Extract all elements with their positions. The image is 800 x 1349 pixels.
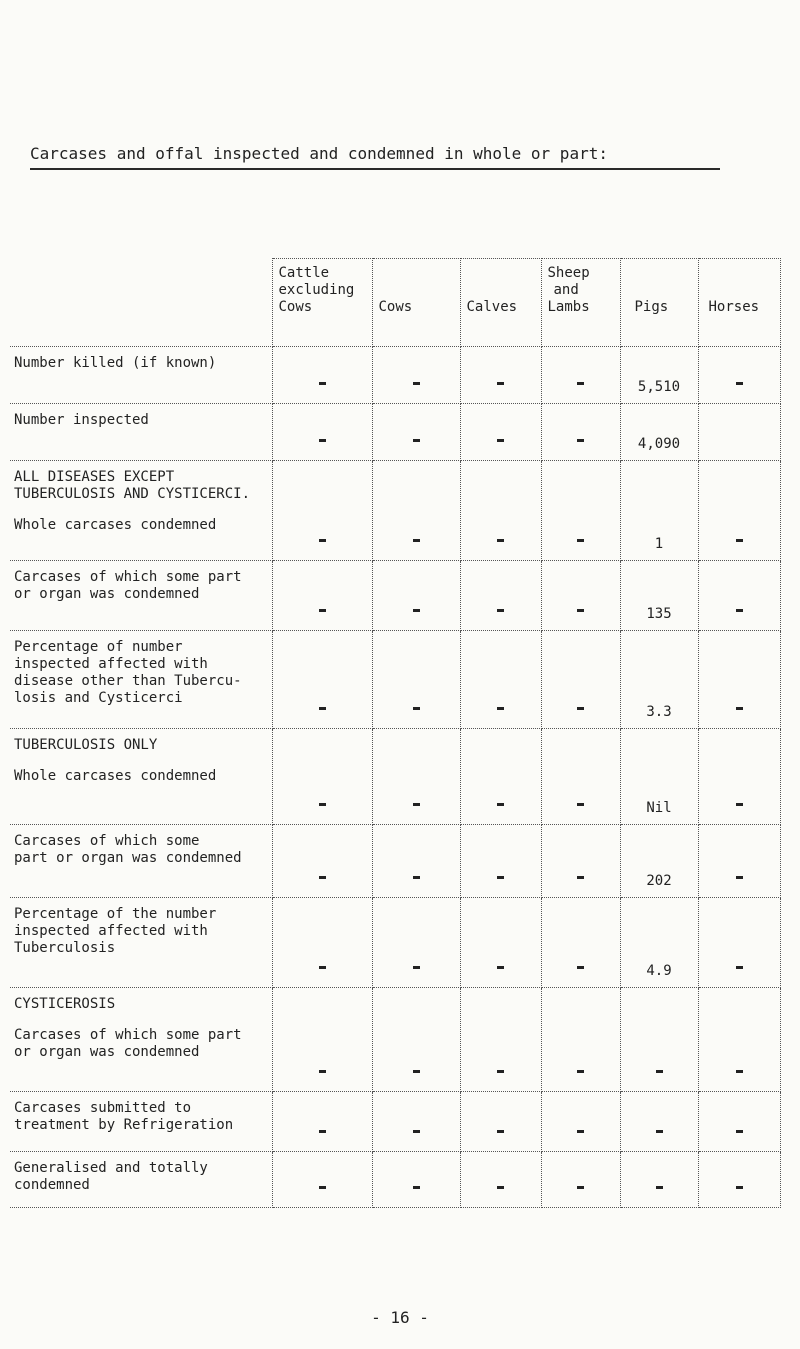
table-cell <box>372 1152 460 1208</box>
row-label-line: Generalised and totally <box>14 1160 208 1176</box>
table-cell <box>541 404 620 461</box>
dash-mark <box>736 609 743 612</box>
dash-mark <box>319 707 326 710</box>
table-cell <box>620 561 698 631</box>
dash-mark <box>656 1130 663 1133</box>
dash-mark <box>319 803 326 806</box>
row-label-line: inspected affected with <box>14 923 208 939</box>
table-cell <box>698 1152 780 1208</box>
table-cell <box>620 631 698 729</box>
dash-mark <box>577 803 584 806</box>
table-row <box>10 898 780 988</box>
table-cell <box>620 1152 698 1208</box>
dash-mark <box>497 609 504 612</box>
column-header-line: Horses <box>708 299 760 315</box>
dash-mark <box>736 539 743 542</box>
dash-mark <box>577 382 584 385</box>
dash-mark <box>497 539 504 542</box>
dash-mark <box>736 1186 743 1189</box>
dash-mark <box>319 539 326 542</box>
dash-mark <box>577 439 584 442</box>
dash-mark <box>319 876 326 879</box>
row-label-line: Carcases of which some part <box>14 569 242 585</box>
table-cell <box>460 729 541 825</box>
table-cell <box>541 1092 620 1152</box>
row-label-line: Percentage of number <box>14 639 183 655</box>
column-header-cattle <box>272 259 372 347</box>
table-cell <box>541 729 620 825</box>
dash-mark <box>736 803 743 806</box>
dash-mark <box>319 966 326 969</box>
column-header-line: excluding <box>278 282 355 298</box>
table-cell <box>541 631 620 729</box>
dash-mark <box>736 966 743 969</box>
cell-value: Nil <box>646 800 672 816</box>
dash-mark <box>319 382 326 385</box>
row-label-line: or organ was condemned <box>14 586 200 602</box>
row-label <box>10 631 272 729</box>
dash-mark <box>577 966 584 969</box>
column-header-line: Calves <box>466 299 518 315</box>
row-label-line: Number inspected <box>14 412 149 428</box>
table-cell <box>698 898 780 988</box>
section-heading-line: TUBERCULOSIS ONLY <box>14 737 158 753</box>
cell-value: 135 <box>646 606 672 622</box>
row-label-line: Whole carcases condemned <box>14 768 217 784</box>
table-cell <box>541 898 620 988</box>
row-label <box>10 347 272 404</box>
dash-mark <box>736 1130 743 1133</box>
dash-mark <box>736 1070 743 1073</box>
row-label-line: losis and Cysticerci <box>14 690 183 706</box>
dash-mark <box>413 1070 420 1073</box>
inspection-table <box>10 258 781 1208</box>
table-row <box>10 729 780 825</box>
table-cell <box>698 561 780 631</box>
row-label-line: Whole carcases condemned <box>14 517 217 533</box>
dash-mark <box>577 609 584 612</box>
row-label-line: Carcases of which some part <box>14 1027 242 1043</box>
dash-mark <box>413 1130 420 1133</box>
dash-mark <box>497 803 504 806</box>
table-cell <box>272 898 372 988</box>
section-heading-line: ALL DISEASES EXCEPT <box>14 469 175 485</box>
row-label <box>10 825 272 898</box>
column-header-line: Cows <box>278 299 313 315</box>
row-label-line: Tuberculosis <box>14 940 116 956</box>
row-label <box>10 729 272 825</box>
row-label <box>10 898 272 988</box>
column-header-calves <box>460 259 541 347</box>
dash-mark <box>413 966 420 969</box>
dash-mark <box>497 1130 504 1133</box>
table-cell <box>272 347 372 404</box>
table-cell <box>372 898 460 988</box>
column-header-line: Lambs <box>547 299 590 315</box>
table-cell <box>541 461 620 561</box>
dash-mark <box>413 803 420 806</box>
page-title: Carcases and offal inspected and condemned in whole or part: <box>30 144 608 163</box>
table-cell <box>460 898 541 988</box>
section-heading-line: TUBERCULOSIS AND CYSTICERCI. <box>14 486 251 502</box>
table-row <box>10 1092 780 1152</box>
dash-mark <box>497 1186 504 1189</box>
row-label-line: condemned <box>14 1177 90 1193</box>
dash-mark <box>577 539 584 542</box>
table-cell <box>372 825 460 898</box>
column-header-line: Pigs <box>634 299 669 315</box>
column-header-line: Cows <box>378 299 413 315</box>
row-label-line: Number killed (if known) <box>14 355 217 371</box>
table-cell <box>372 631 460 729</box>
cell-value: 3.3 <box>646 704 672 720</box>
table-cell <box>620 1092 698 1152</box>
table-row <box>10 561 780 631</box>
table-cell <box>272 825 372 898</box>
header-row <box>10 259 780 347</box>
table-cell <box>372 729 460 825</box>
table-row <box>10 461 780 561</box>
column-header-line: Cattle <box>278 265 330 281</box>
table-cell <box>272 1152 372 1208</box>
section-heading <box>14 737 268 754</box>
table-cell <box>698 988 780 1092</box>
row-label-line: Percentage of the number <box>14 906 217 922</box>
cell-value: 4,090 <box>637 436 681 452</box>
dash-mark <box>413 382 420 385</box>
row-label-line: part or organ was condemned <box>14 850 242 866</box>
header-blank-cell <box>10 259 272 347</box>
column-header-sheep <box>541 259 620 347</box>
cell-value: 202 <box>646 873 672 889</box>
row-label-line: disease other than Tubercu- <box>14 673 242 689</box>
table-cell <box>272 404 372 461</box>
table-cell <box>460 404 541 461</box>
table-cell <box>541 988 620 1092</box>
table-cell <box>698 631 780 729</box>
table-cell <box>620 347 698 404</box>
dash-mark <box>497 439 504 442</box>
row-label-line: inspected affected with <box>14 656 208 672</box>
table-cell <box>272 729 372 825</box>
dash-mark <box>497 1070 504 1073</box>
table-cell <box>620 898 698 988</box>
column-header-pigs <box>620 259 698 347</box>
table-cell <box>620 988 698 1092</box>
table-cell <box>460 988 541 1092</box>
table-cell <box>541 825 620 898</box>
dash-mark <box>413 539 420 542</box>
dash-mark <box>413 707 420 710</box>
dash-mark <box>736 382 743 385</box>
table-cell <box>541 561 620 631</box>
table-cell <box>620 729 698 825</box>
section-heading-line: CYSTICEROSIS <box>14 996 116 1012</box>
dash-mark <box>577 707 584 710</box>
cell-value: 1 <box>654 536 664 552</box>
table-row <box>10 1152 780 1208</box>
table-cell <box>460 561 541 631</box>
table-cell <box>698 1092 780 1152</box>
column-header-cows <box>372 259 460 347</box>
dash-mark <box>497 966 504 969</box>
table-cell <box>372 404 460 461</box>
table-body <box>10 347 780 1208</box>
dash-mark <box>319 439 326 442</box>
table-cell <box>620 825 698 898</box>
dash-mark <box>656 1070 663 1073</box>
table-row <box>10 347 780 404</box>
dash-mark <box>413 439 420 442</box>
dash-mark <box>577 876 584 879</box>
column-header-horses <box>698 259 780 347</box>
section-heading <box>14 996 268 1013</box>
table-cell <box>372 347 460 404</box>
dash-mark <box>497 382 504 385</box>
dash-mark <box>497 707 504 710</box>
table-cell <box>372 1092 460 1152</box>
dash-mark <box>736 707 743 710</box>
page-number: - 16 - <box>371 1308 429 1327</box>
row-label <box>10 988 272 1092</box>
section-heading <box>14 469 268 503</box>
table-row <box>10 825 780 898</box>
row-label-line: Carcases of which some <box>14 833 200 849</box>
row-label <box>10 1152 272 1208</box>
dash-mark <box>319 1070 326 1073</box>
table-cell <box>372 461 460 561</box>
table-cell <box>372 561 460 631</box>
table-cell <box>541 347 620 404</box>
cell-value: 4.9 <box>646 963 672 979</box>
table-cell <box>698 404 780 461</box>
row-label <box>10 461 272 561</box>
title-underline <box>30 168 720 170</box>
table-cell <box>460 825 541 898</box>
dash-mark <box>413 876 420 879</box>
dash-mark <box>413 1186 420 1189</box>
row-label <box>10 561 272 631</box>
table-cell <box>460 347 541 404</box>
table-cell <box>460 1152 541 1208</box>
table-cell <box>698 825 780 898</box>
dash-mark <box>319 609 326 612</box>
table-cell <box>272 561 372 631</box>
table-row <box>10 631 780 729</box>
table-cell <box>460 631 541 729</box>
table-cell <box>541 1152 620 1208</box>
dash-mark <box>736 876 743 879</box>
table-row <box>10 988 780 1092</box>
table-cell <box>698 729 780 825</box>
table-cell <box>272 988 372 1092</box>
table-cell <box>372 988 460 1092</box>
row-label <box>10 1092 272 1152</box>
table-cell <box>620 461 698 561</box>
dash-mark <box>319 1186 326 1189</box>
row-label <box>10 404 272 461</box>
table-cell <box>698 347 780 404</box>
row-label-line: treatment by Refrigeration <box>14 1117 234 1133</box>
cell-value: 5,510 <box>637 379 681 395</box>
column-header-line: and <box>553 282 579 298</box>
column-header-line: Sheep <box>547 265 590 281</box>
table-cell <box>620 404 698 461</box>
dash-mark <box>413 609 420 612</box>
table-cell <box>460 461 541 561</box>
row-label-line: or organ was condemned <box>14 1044 200 1060</box>
dash-mark <box>497 876 504 879</box>
table-cell <box>272 631 372 729</box>
table-cell <box>460 1092 541 1152</box>
table-row <box>10 404 780 461</box>
dash-mark <box>656 1186 663 1189</box>
row-label-line: Carcases submitted to <box>14 1100 192 1116</box>
dash-mark <box>577 1130 584 1133</box>
table-cell <box>272 1092 372 1152</box>
dash-mark <box>577 1186 584 1189</box>
table-cell <box>272 461 372 561</box>
dash-mark <box>577 1070 584 1073</box>
table-cell <box>698 461 780 561</box>
dash-mark <box>319 1130 326 1133</box>
